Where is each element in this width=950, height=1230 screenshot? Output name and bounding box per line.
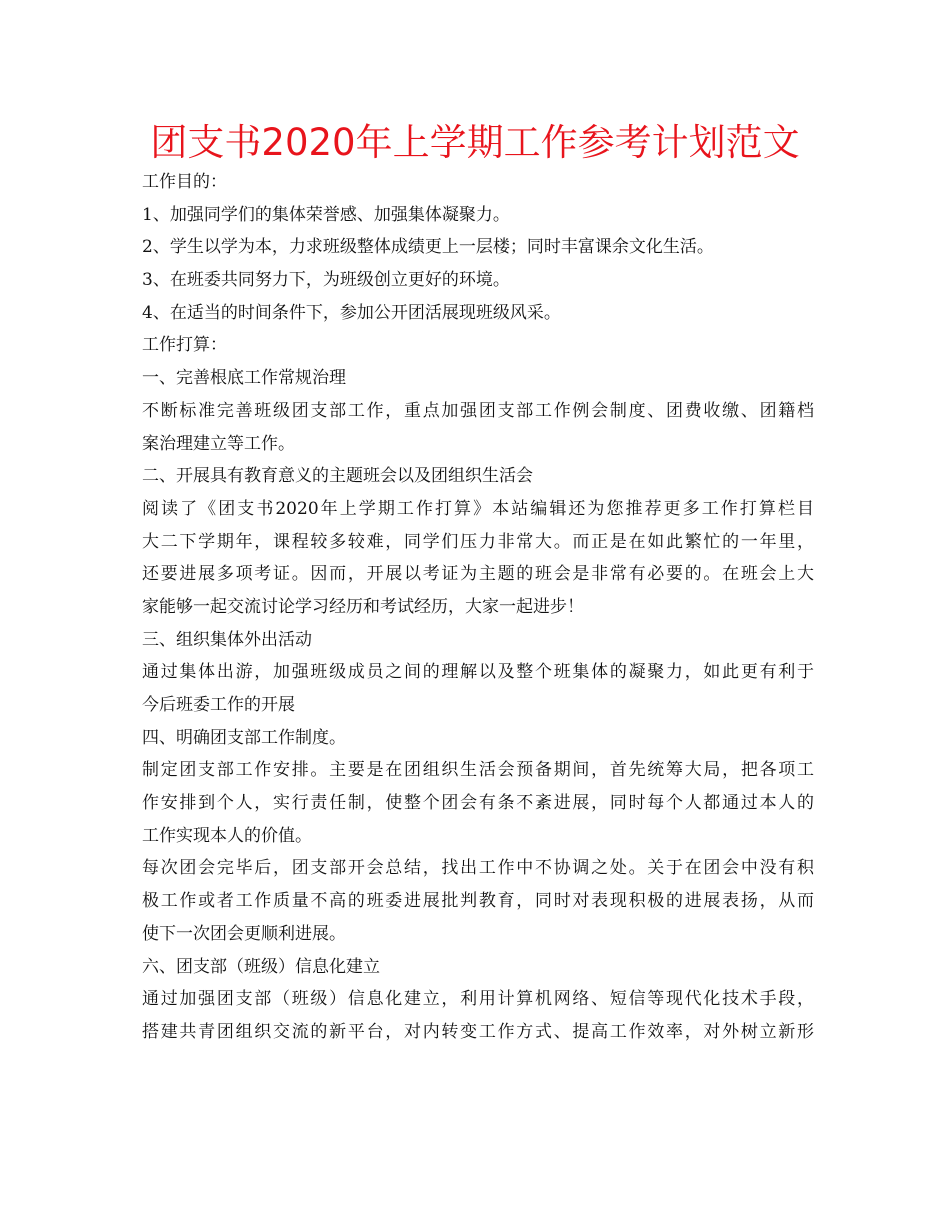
document-title: 团支书2020年上学期工作参考计划范文: [150, 121, 800, 164]
paragraph-line: 阅读了《团支书2020年上学期工作打算》本站编辑还为您推荐更多工作打算栏目: [142, 498, 814, 519]
paragraph-line: 工作打算：: [142, 335, 227, 356]
paragraph-line: 还要进展多项考证。因而，开展以考证为主题的班会是非常有必要的。在班会上大: [142, 564, 814, 585]
paragraph-line: 3、在班委共同努力下，为班级创立更好的环境。: [142, 270, 510, 291]
paragraph-line: 案治理建立等工作。: [142, 433, 295, 454]
paragraph-line: 通过集体出游，加强班级成员之间的理解以及整个班集体的凝聚力，如此更有利于: [142, 662, 814, 683]
section-heading: 三、组织集体外出活动: [142, 629, 312, 650]
paragraph-line: 制定团支部工作安排。主要是在团组织生活会预备期间，首先统筹大局，把各项工: [142, 760, 814, 781]
paragraph-line: 搭建共青团组织交流的新平台，对内转变工作方式、提高工作效率，对外树立新形: [142, 1021, 814, 1042]
paragraph-line: 每次团会完毕后，团支部开会总结，找出工作中不协调之处。关于在团会中没有积: [142, 858, 814, 879]
paragraph-line: 工作目的：: [142, 172, 227, 192]
paragraph-line: 通过加强团支部（班级）信息化建立，利用计算机网络、短信等现代化技术手段，: [142, 989, 814, 1010]
paragraph-line: 大二下学期年，课程较多较难，同学们压力非常大。而正是在如此繁忙的一年里，: [142, 531, 814, 552]
paragraph-line: 1、加强同学们的集体荣誉感、加强集体凝聚力。: [142, 204, 510, 225]
paragraph-line: 极工作或者工作质量不高的班委进展批判教育，同时对表现积极的进展表扬，从而: [142, 891, 814, 912]
section-heading: 四、明确团支部工作制度。: [142, 727, 346, 748]
document-body: [142, 166, 814, 1049]
paragraph-line: 今后班委工作的开展: [142, 695, 295, 715]
section-heading: 六、团支部（班级）信息化建立: [142, 956, 380, 977]
paragraph-line: 工作实现本人的价值。: [142, 825, 312, 846]
paragraph-line: 家能够一起交流讨论学习经历和考试经历，大家一起进步！: [142, 596, 584, 617]
paragraph-line: 作安排到个人，实行责任制，使整个团会有条不紊进展，同时每个人都通过本人的: [142, 793, 814, 814]
section-heading: 二、开展具有教育意义的主题班会以及团组织生活会: [142, 466, 533, 487]
paragraph-line: 不断标准完善班级团支部工作，重点加强团支部工作例会制度、团费收缴、团籍档: [142, 400, 814, 421]
paragraph-line: 使下一次团会更顺利进展。: [142, 923, 346, 944]
paragraph-line: 2、学生以学为本，力求班级整体成绩更上一层楼；同时丰富课余文化生活。: [142, 237, 714, 258]
section-heading: 一、完善根底工作常规治理: [142, 368, 346, 389]
paragraph-line: 4、在适当的时间条件下，参加公开团活展现班级风采。: [142, 302, 561, 323]
